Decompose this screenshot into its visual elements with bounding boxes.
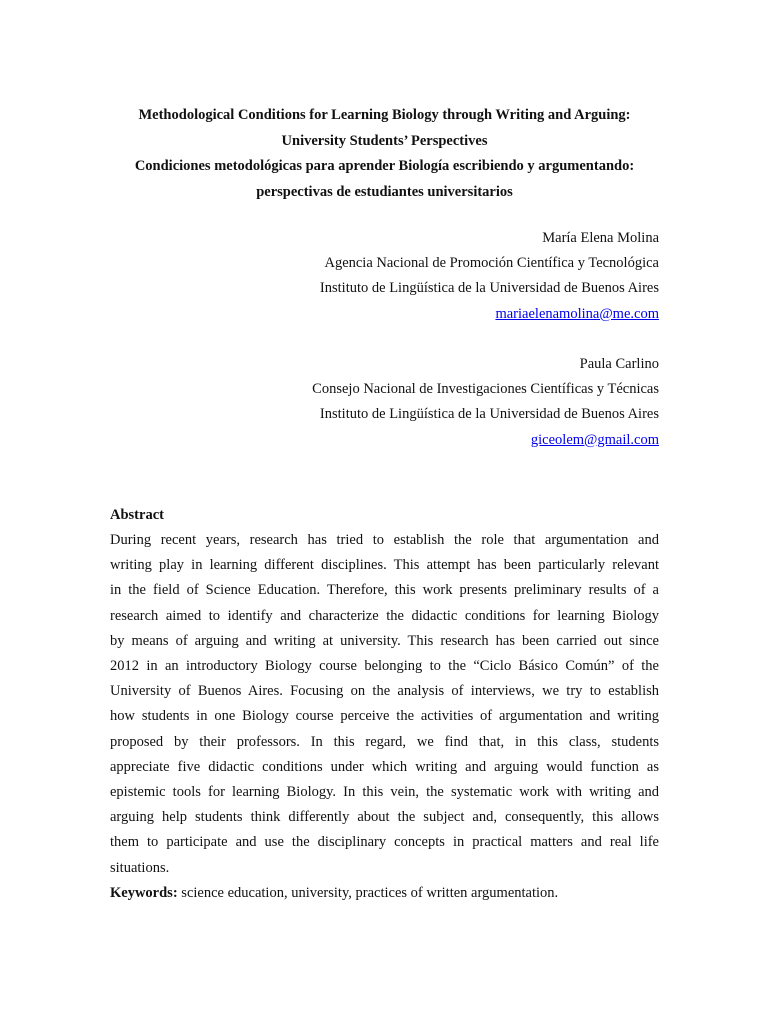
author-block-carlino	[110, 352, 659, 453]
author-affiliation: Consejo Nacional de Investigaciones Científicas y Técnicas	[312, 381, 659, 398]
abstract-line: 2012 in an introductory Biology course belonging to the “Ciclo Básico Común” of the	[110, 658, 659, 675]
author-affiliation: Agencia Nacional de Promoción Científica y Tecnológica	[324, 255, 659, 272]
abstract-line: proposed by their professors. In this regard, we find that, in this class, students	[110, 733, 659, 750]
keywords-label: Keywords:	[110, 885, 178, 901]
author-block-molina	[110, 226, 659, 327]
abstract-line: University of Buenos Aires. Focusing on the analysis of interviews, we try to establish	[110, 683, 659, 700]
abstract-line: them to participate and use the disciplinary concepts in practical matters and real life	[110, 834, 659, 851]
abstract-line: During recent years, research has tried to establish the role that argumentation and	[110, 532, 659, 548]
abstract-line: by means of arguing and writing at university. This research has been carried out since	[110, 632, 659, 649]
abstract-line: arguing help students think differently about the subject and, consequently, this allows	[110, 809, 659, 826]
author-email-link[interactable]: mariaelenamolina@me.com	[495, 305, 659, 322]
author-name: Paula Carlino	[579, 356, 659, 372]
author-email-link[interactable]: giceolem@gmail.com	[530, 431, 659, 448]
abstract-line: situations.	[110, 859, 170, 876]
keywords-line	[110, 881, 659, 906]
abstract-line: writing play in learning different disciplines. This attempt has been particularly relevant	[110, 557, 659, 574]
abstract-body	[110, 528, 659, 881]
abstract-line: in the field of Science Education. Therefore, this work presents preliminary results of a	[110, 582, 659, 599]
title-english-line-1: Methodological Conditions for Learning Biology through Writing and Arguing:	[138, 107, 631, 123]
abstract-line: how students in one Biology course perceive the activities of argumentation and writing	[110, 708, 659, 725]
abstract-line: research aimed to identify and characterize the didactic conditions for learning Biology	[110, 607, 659, 624]
author-name: María Elena Molina	[542, 230, 659, 246]
keywords-text: science education, university, practices of written argumentation.	[177, 885, 559, 901]
title-spanish-line-2: perspectivas de estudiantes universitarios	[256, 183, 513, 200]
author-affiliation: Instituto de Lingüística de la Universidad de Buenos Aires	[319, 280, 659, 297]
abstract-heading: Abstract	[110, 507, 164, 523]
paper-title	[110, 103, 659, 205]
author-affiliation: Instituto de Lingüística de la Universidad de Buenos Aires	[319, 406, 659, 423]
abstract-line: appreciate five didactic conditions under which writing and arguing would function as	[110, 758, 659, 775]
abstract-line: epistemic tools for learning Biology. In this vein, the systematic work with writing and	[110, 784, 659, 801]
title-english-line-2: University Students’ Perspectives	[281, 132, 488, 149]
title-spanish-line-1: Condiciones metodológicas para aprender Biología escribiendo y argumentando:	[134, 158, 635, 174]
